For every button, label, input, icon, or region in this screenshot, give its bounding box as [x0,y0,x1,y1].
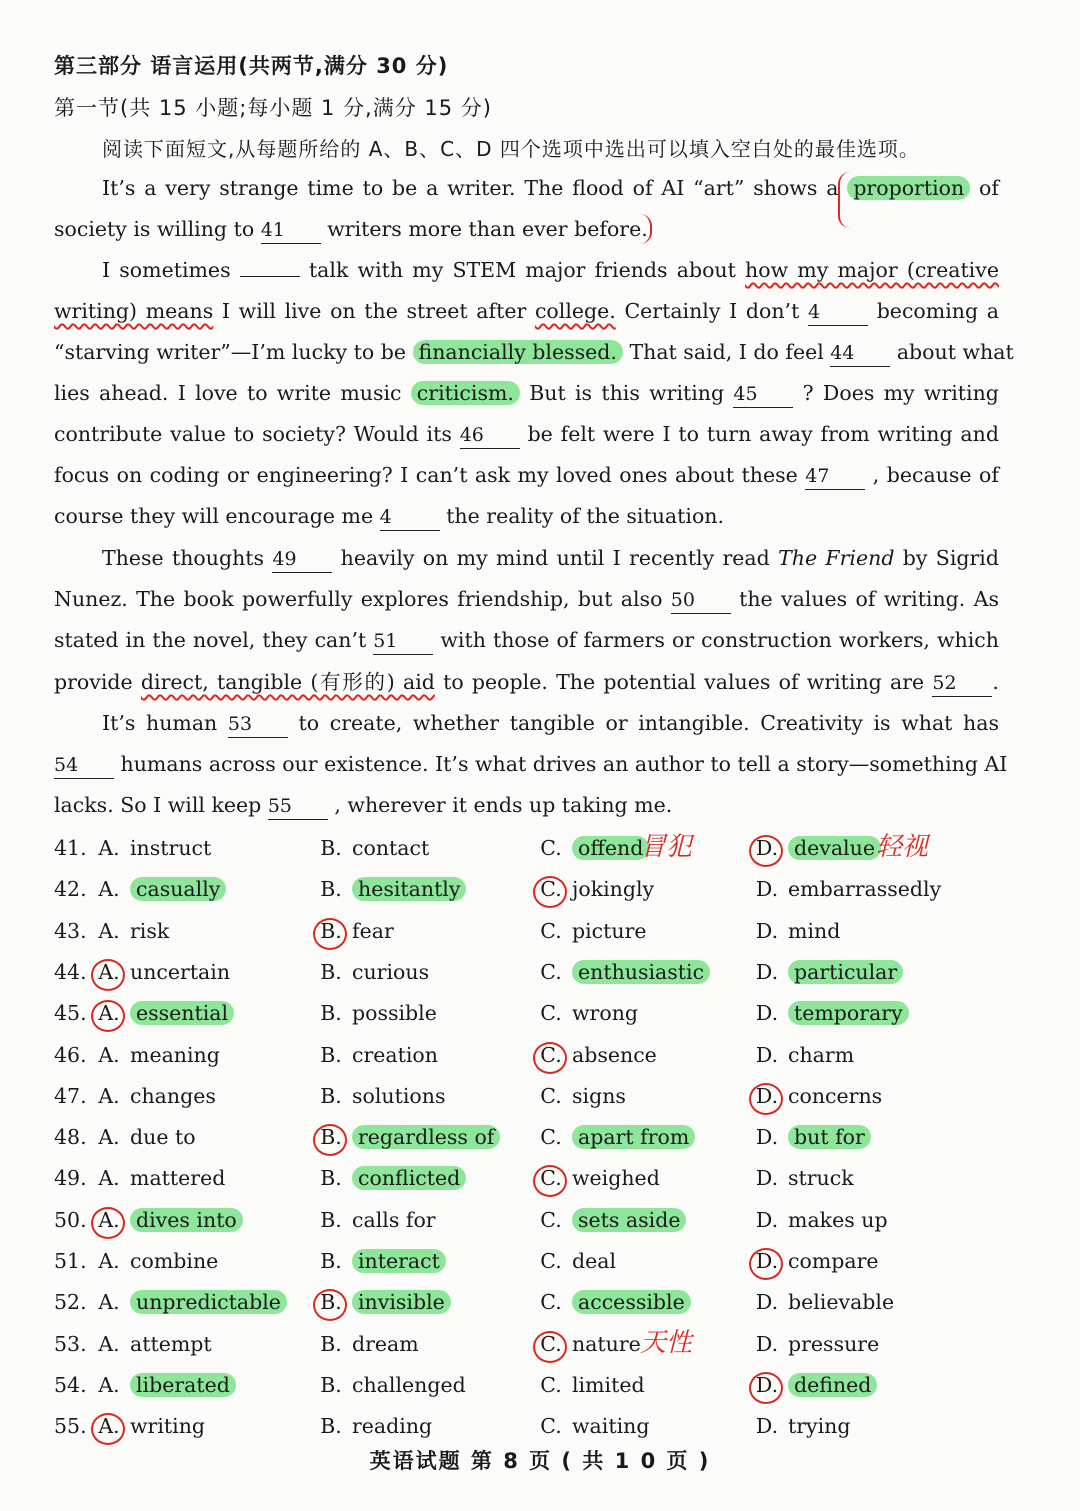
option-letter: C. [540,1083,562,1108]
option-letter: D. [755,1331,779,1356]
highlight: criticism. [411,381,520,405]
option-a [96,1365,236,1406]
option-d [754,869,941,910]
option-text: struck [788,1166,854,1191]
option-text: risk [130,918,170,943]
option-letter: A. [98,918,120,943]
blank-41: 41 [261,217,321,244]
option-letter: B. [320,836,342,860]
question-row [54,869,1014,910]
option-c [538,952,710,993]
option-letter: D. [755,877,779,902]
option-text: unpredictable [130,1290,287,1314]
option-text: casually [130,877,226,901]
option-text: changes [130,1083,216,1108]
question-number: 54. [54,1372,87,1397]
option-b [318,869,466,910]
option-letter: D. [755,918,779,943]
instruction-text: 阅读下面短文,从每题所给的 A、B、C、D 四个选项中选出可以填入空白处的最佳选项。 [102,137,920,161]
question-number: 53. [54,1331,87,1356]
option-b [318,1241,446,1282]
option-text: particular [788,960,903,984]
passage-line-15: 54 humans across our existence. It’s what drives an author to tell a story—something AI [54,744,999,785]
wavy-underline: how my major (creative [745,258,999,282]
option-d [754,911,840,952]
option-text: signs [572,1083,626,1108]
option-d [754,1324,879,1365]
option-d [754,1158,854,1199]
option-letter: C. [540,918,562,943]
blank-43: 4 [808,299,868,326]
option-text: dives into [130,1208,243,1232]
option-text: trying [788,1414,851,1439]
option-d [754,1117,871,1158]
option-a [96,828,211,869]
option-text: sets aside [572,1208,686,1232]
option-text: regardless of [352,1125,500,1149]
option-letter: A. [96,993,122,1034]
option-letter: B. [320,1001,342,1026]
blank-51: 51 [373,628,433,655]
option-a [96,1035,220,1076]
option-c [538,1200,686,1241]
option-text: essential [130,1001,234,1025]
option-letter: D. [755,1042,779,1067]
option-a [96,1324,212,1365]
question-number: 45. [54,1001,87,1026]
option-b [318,828,429,869]
option-c [538,1158,660,1199]
option-text: challenged [352,1372,466,1397]
passage-line-14: It’s human 53 to create, whether tangible or intangible. Creativity is what has [102,703,999,744]
option-d [754,1035,854,1076]
blank-49: 49 [272,546,332,573]
passage-line-1: It’s a very strange time to be a writer. The flood of AI “art” shows a proportion of [102,176,999,200]
option-text: accessible [572,1290,691,1314]
option-letter: D. [754,1365,780,1406]
question-row [54,1324,1014,1365]
option-text: nature [572,1331,641,1356]
question-row [54,1365,1014,1406]
option-text: concerns [788,1083,883,1108]
option-text: due to [130,1125,196,1150]
option-text: charm [788,1042,855,1067]
option-d [754,952,903,993]
option-d [754,1365,877,1406]
option-text: weighed [572,1166,660,1191]
option-text: interact [352,1249,446,1273]
question-row [54,993,1014,1034]
option-text: attempt [130,1331,212,1356]
option-letter: A. [96,1406,122,1447]
question-row [54,1200,1014,1241]
blank-50: 50 [671,587,731,614]
option-c [538,1035,657,1076]
option-letter: B. [320,1166,342,1191]
option-letter: D. [755,1001,779,1026]
option-letter: B. [320,1372,342,1397]
option-c [538,1117,695,1158]
option-letter: B. [320,1083,342,1108]
option-letter: B. [320,1207,342,1232]
question-number: 43. [54,918,87,943]
option-text: makes up [788,1207,888,1232]
option-text: uncertain [130,959,231,984]
passage-line-13: provide direct, tangible (有形的) aid to people. The potential values of writing are 52 . [54,662,999,703]
part-heading: 第三部分 语言运用(共两节,满分 30 分) [54,54,449,78]
option-letter: A. [98,1249,120,1273]
question-number: 55. [54,1414,87,1439]
option-letter: C. [540,1125,562,1150]
blank-48: 4 [380,504,440,531]
option-letter: D. [755,1290,779,1315]
book-title: The Friend [778,546,895,570]
option-text: believable [788,1290,895,1315]
option-c [538,828,649,869]
option-letter: D. [755,1125,779,1150]
option-letter: A. [98,1083,120,1108]
option-letter: C. [540,836,562,860]
question-row [54,1241,1014,1282]
question-number: 52. [54,1290,87,1315]
option-text: meaning [130,1042,220,1067]
option-text: reading [352,1414,433,1439]
option-text: invisible [352,1290,451,1314]
option-text: fear [352,918,394,943]
question-number: 46. [54,1042,87,1067]
option-c [538,869,654,910]
option-letter: A. [98,1125,120,1150]
option-text: conflicted [352,1166,466,1190]
wavy-underline: writing) means [54,299,214,323]
option-text: wrong [572,1001,639,1026]
question-number: 41. [54,836,87,860]
option-letter: A. [98,1331,120,1356]
option-a [96,1200,243,1241]
question-number: 47. [54,1083,87,1108]
option-text: deal [572,1249,617,1273]
option-text: absence [572,1042,657,1067]
option-a [96,869,226,910]
option-letter: A. [96,1200,122,1241]
option-c [538,1282,691,1323]
option-b [318,1200,436,1241]
blank-44: 44 [830,340,890,367]
option-letter: B. [318,1117,344,1158]
note-41c: 冒犯 [640,832,693,862]
option-text: embarrassedly [788,877,942,902]
blank-46: 46 [460,422,520,449]
option-d [754,1241,879,1282]
option-letter: D. [755,1207,779,1232]
option-b [318,1282,451,1323]
option-letter: B. [320,1042,342,1067]
option-c [538,993,638,1034]
question-row [54,1076,1014,1117]
question-row [54,828,1014,869]
option-text: contact [352,836,430,860]
option-d [754,828,881,869]
passage-line-12: stated in the novel, they can’t 51 with those of farmers or construction workers, which [54,620,999,661]
question-row [54,1158,1014,1199]
question-number: 42. [54,877,87,902]
option-letter: C. [538,1324,564,1365]
option-letter: D. [755,1414,779,1439]
option-b [318,1117,500,1158]
option-text: temporary [788,1001,909,1025]
note-53c: 天性 [640,1328,693,1358]
option-text: instruct [130,836,212,860]
option-letter: C. [540,1414,562,1439]
option-letter: B. [318,1282,344,1323]
passage-line-8: focus on coding or engineering? I can’t ask my loved ones about these 47 , because of [54,455,999,496]
option-b [318,1158,466,1199]
question-row [54,1406,1014,1447]
option-letter: D. [754,1241,780,1282]
option-letter: D. [754,1076,780,1117]
option-a [96,952,230,993]
option-letter: C. [540,1290,562,1315]
option-a [96,1117,196,1158]
option-b [318,1324,419,1365]
option-text: dream [352,1331,419,1356]
option-letter: D. [755,959,779,984]
option-b [318,952,429,993]
question-row [54,1035,1014,1076]
question-row [54,952,1014,993]
option-c [538,1324,641,1365]
option-c [538,1406,649,1447]
option-c [538,1365,645,1406]
option-letter: B. [318,911,344,952]
option-letter: B. [320,1331,342,1356]
option-text: mind [788,918,841,943]
passage-line-16: lacks. So I will keep 55 , wherever it ends up taking me. [54,785,999,826]
option-text: limited [572,1372,645,1397]
option-letter: B. [320,959,342,984]
option-letter: C. [538,1158,564,1199]
blank-52: 52 [932,670,992,697]
option-text: compare [788,1249,879,1273]
option-letter: C. [538,869,564,910]
option-a [96,1282,287,1323]
option-b [318,993,437,1034]
option-c [538,1241,616,1282]
question-row [54,1117,1014,1158]
option-text: hesitantly [352,877,466,901]
question-row [54,911,1014,952]
passage-line-9: course they will encourage me 4 the reality of the situation. [54,496,999,537]
passage-line-2: society is willing to 41 writers more than ever before. [54,209,999,250]
passage-line-10: These thoughts 49 heavily on my mind until I recently read The Friend by Sigrid [102,538,999,579]
option-a [96,1406,205,1447]
question-number: 48. [54,1125,87,1150]
wavy-underline: college. [534,299,616,323]
option-letter: C. [540,959,562,984]
option-text: mattered [130,1166,226,1191]
option-d [754,1406,851,1447]
highlight: proportion [847,176,970,200]
option-text: calls for [352,1207,436,1232]
option-b [318,1035,438,1076]
option-c [538,1076,626,1117]
option-a [96,1076,216,1117]
option-text: solutions [352,1083,446,1108]
option-letter: A. [98,1042,120,1067]
passage-line-11: Nunez. The book powerfully explores friendship, but also 50 the values of writing. As [54,579,999,620]
option-letter: A. [98,1166,120,1191]
option-d [754,1200,888,1241]
option-a [96,1241,218,1282]
option-c [538,911,647,952]
option-d [754,993,909,1034]
option-a [96,911,169,952]
option-text: picture [572,918,647,943]
option-text: but for [788,1125,871,1149]
question-number: 44. [54,959,87,984]
option-text: enthusiastic [572,960,710,984]
option-letter: A. [98,1290,120,1315]
option-letter: D. [755,1166,779,1191]
passage-line-5: “starving writer”—I’m lucky to be financially blessed. That said, I do feel 44 about what [54,332,999,373]
page-footer: 英语试题 第 8 页 ( 共 1 0 页 ) [369,1449,711,1473]
option-letter: C. [538,1035,564,1076]
option-letter: B. [320,877,342,902]
option-letter: A. [98,836,120,860]
option-letter: C. [540,1372,562,1397]
wavy-underline: direct, tangible (有形的) aid [140,670,435,694]
passage-line-7: contribute value to society? Would its 46 be felt were I to turn away from writing and [54,414,999,455]
option-letter: A. [96,952,122,993]
option-text: pressure [788,1331,880,1356]
option-letter: A. [98,877,120,902]
blank-53: 53 [228,711,288,738]
question-number: 51. [54,1249,87,1273]
option-text: waiting [572,1414,650,1439]
blank-55: 55 [268,793,328,820]
option-text: combine [130,1249,219,1273]
note-41d: 轻视 [876,832,929,862]
option-letter: C. [540,1001,562,1026]
section-heading: 第一节(共 15 小题;每小题 1 分,满分 15 分) [54,96,492,120]
option-text: possible [352,1001,437,1026]
option-text: defined [788,1373,877,1397]
option-a [96,1158,225,1199]
option-b [318,1076,445,1117]
option-text: jokingly [572,877,655,902]
option-d [754,1282,894,1323]
option-text: liberated [130,1373,236,1397]
option-text: writing [130,1414,206,1439]
highlight: financially blessed. [413,340,623,364]
option-d [754,1076,882,1117]
option-letter: D. [754,828,780,869]
question-row [54,1282,1014,1323]
passage-line-3: I sometimes talk with my STEM major friends about how my major (creative [102,258,999,282]
blank-47: 47 [805,463,865,490]
blank-42 [240,276,300,277]
question-number: 50. [54,1207,87,1232]
passage-line-6: lies ahead. I love to write music criticism. But is this writing 45 ? Does my writing [54,373,999,414]
option-b [318,1406,432,1447]
option-letter: B. [320,1249,342,1273]
option-letter: B. [320,1414,342,1439]
option-text: curious [352,959,430,984]
red-bracket-mark [838,172,852,228]
option-b [318,1365,466,1406]
option-text: offend [572,836,649,860]
option-text: devalue [788,836,881,860]
option-letter: C. [540,1207,562,1232]
option-text: apart from [572,1125,695,1149]
option-text: creation [352,1042,438,1067]
passage-line-4: writing) means I will live on the street after college. Certainly I don’t 4 becoming a [54,291,999,332]
blank-54: 54 [54,752,114,779]
option-b [318,911,394,952]
option-a [96,993,234,1034]
blank-45: 45 [733,381,793,408]
option-letter: C. [540,1249,562,1273]
option-letter: A. [98,1372,120,1397]
question-number: 49. [54,1166,87,1191]
